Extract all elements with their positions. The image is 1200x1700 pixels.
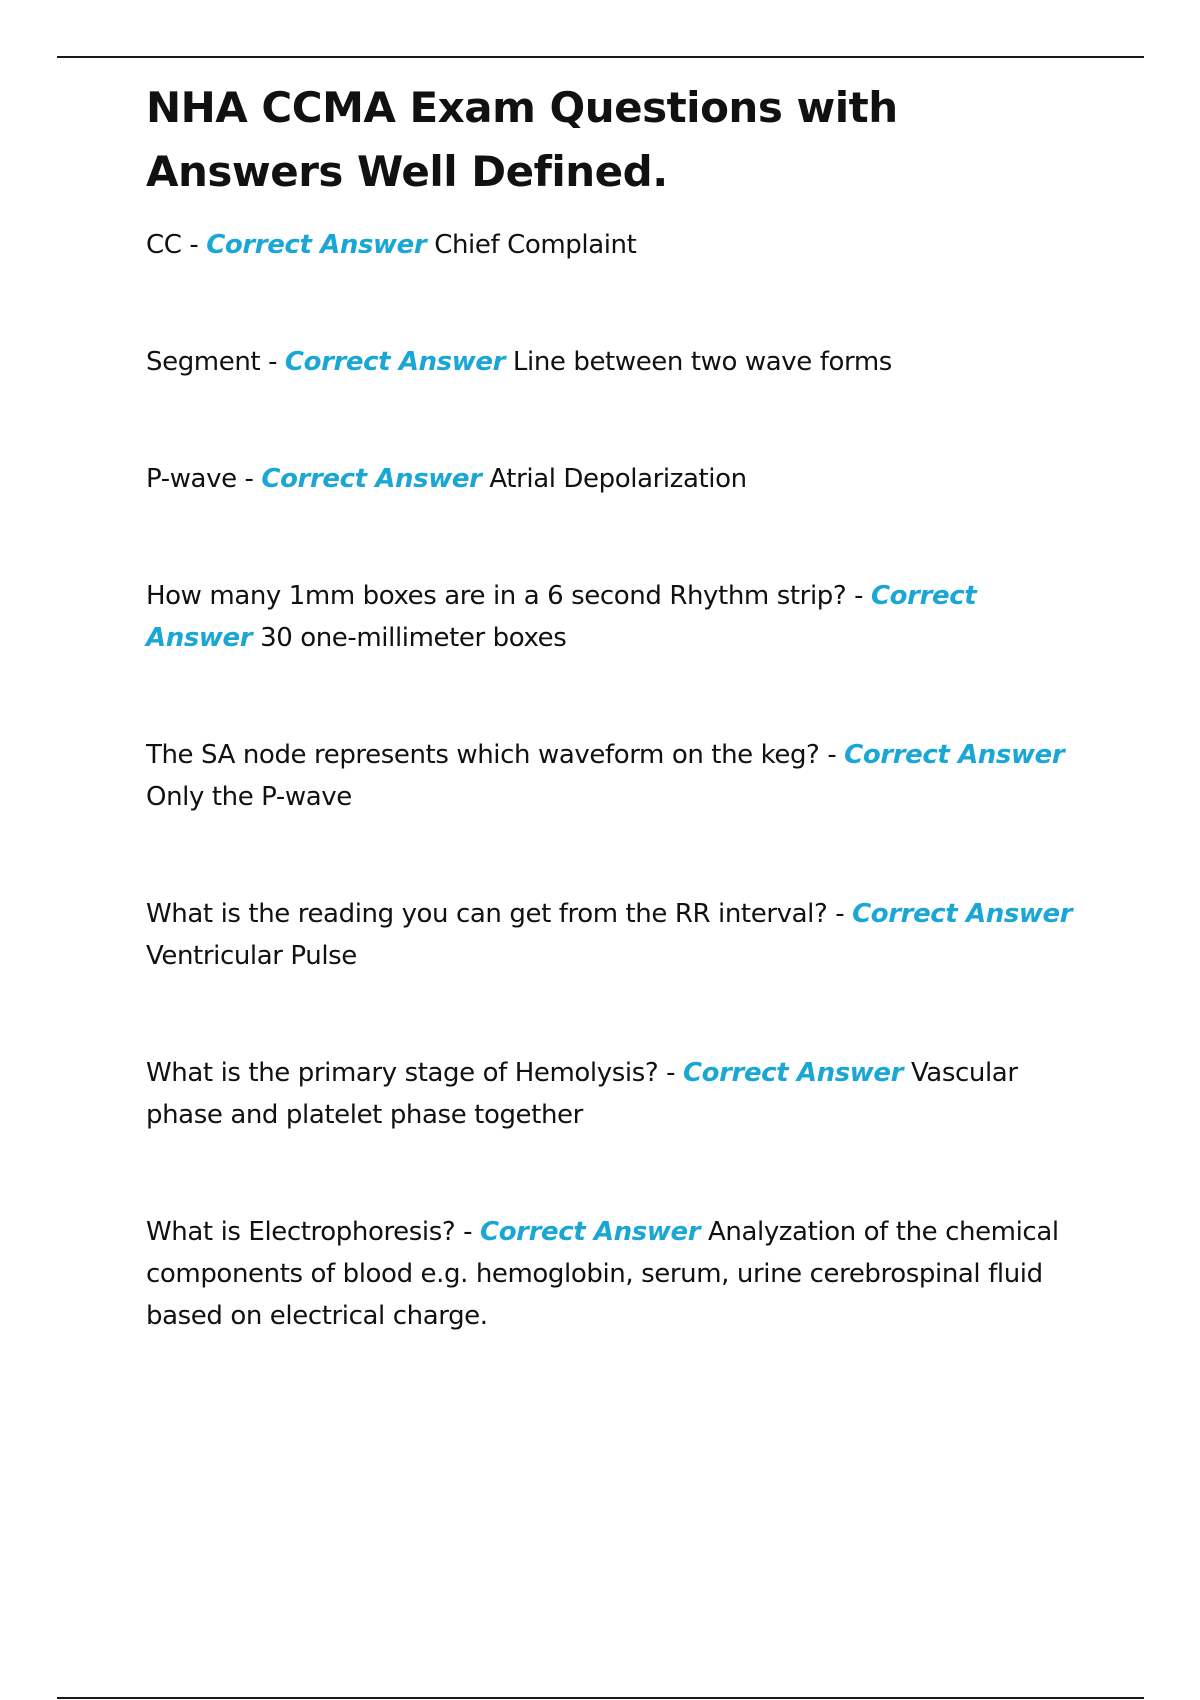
correct-answer-label: Correct Answer [682, 1058, 904, 1088]
answer-text: Atrial Depolarization [489, 464, 747, 494]
question-text: What is Electrophoresis? [146, 1217, 456, 1247]
separator: - [846, 581, 871, 611]
answer-text: Ventricular Pulse [146, 941, 357, 971]
correct-answer-label: Correct Answer [206, 230, 427, 260]
question-text: What is the primary stage of Hemolysis? [146, 1058, 659, 1088]
separator: - [181, 230, 207, 260]
separator: - [658, 1058, 683, 1088]
document-title: NHA CCMA Exam Questions with Answers Well Defined. [146, 83, 898, 196]
question-text: P-wave [146, 464, 237, 494]
qa-list [146, 224, 1086, 1337]
answer-text: 30 one-millimeter boxes [260, 623, 567, 653]
separator: - [819, 740, 845, 770]
qa-item [146, 341, 1086, 383]
question-text: The SA node represents which waveform on the keg? [146, 740, 820, 770]
question-text: How many 1mm boxes are in a 6 second Rhythm strip? [146, 581, 847, 611]
qa-item [146, 734, 1086, 818]
question-text: Segment [146, 347, 261, 377]
separator: - [260, 347, 285, 377]
qa-item [146, 1052, 1086, 1136]
correct-answer-label: Correct Answer [480, 1217, 701, 1247]
separator: - [455, 1217, 481, 1247]
answer-text: Chief Complaint [434, 230, 637, 260]
answer-text: Only the P-wave [146, 782, 352, 812]
correct-answer-label: Correct Answer [284, 347, 506, 377]
bottom-rule [57, 1697, 1144, 1699]
correct-answer-label: Correct Answer [146, 581, 977, 653]
answer-text: Vascular phase and platelet phase together [146, 1058, 1018, 1130]
question-text: CC [146, 230, 182, 260]
qa-item [146, 224, 1086, 266]
separator: - [236, 464, 262, 494]
correct-answer-label: Correct Answer [261, 464, 482, 494]
document-body [146, 76, 1086, 1412]
top-rule [57, 56, 1144, 58]
qa-item [146, 893, 1086, 977]
qa-item [146, 1211, 1086, 1337]
correct-answer-label: Correct Answer [852, 899, 1073, 929]
question-text: What is the reading you can get from the RR interval? [146, 899, 828, 929]
qa-item [146, 575, 1086, 659]
qa-item [146, 458, 1086, 500]
correct-answer-label: Correct Answer [844, 740, 1065, 770]
answer-text: Analyzation of the chemical components of blood e.g. hemoglobin, serum, urine cerebrospinal fluid based on electrical charge. [146, 1217, 1059, 1331]
answer-text: Line between two wave forms [512, 347, 892, 377]
separator: - [827, 899, 853, 929]
